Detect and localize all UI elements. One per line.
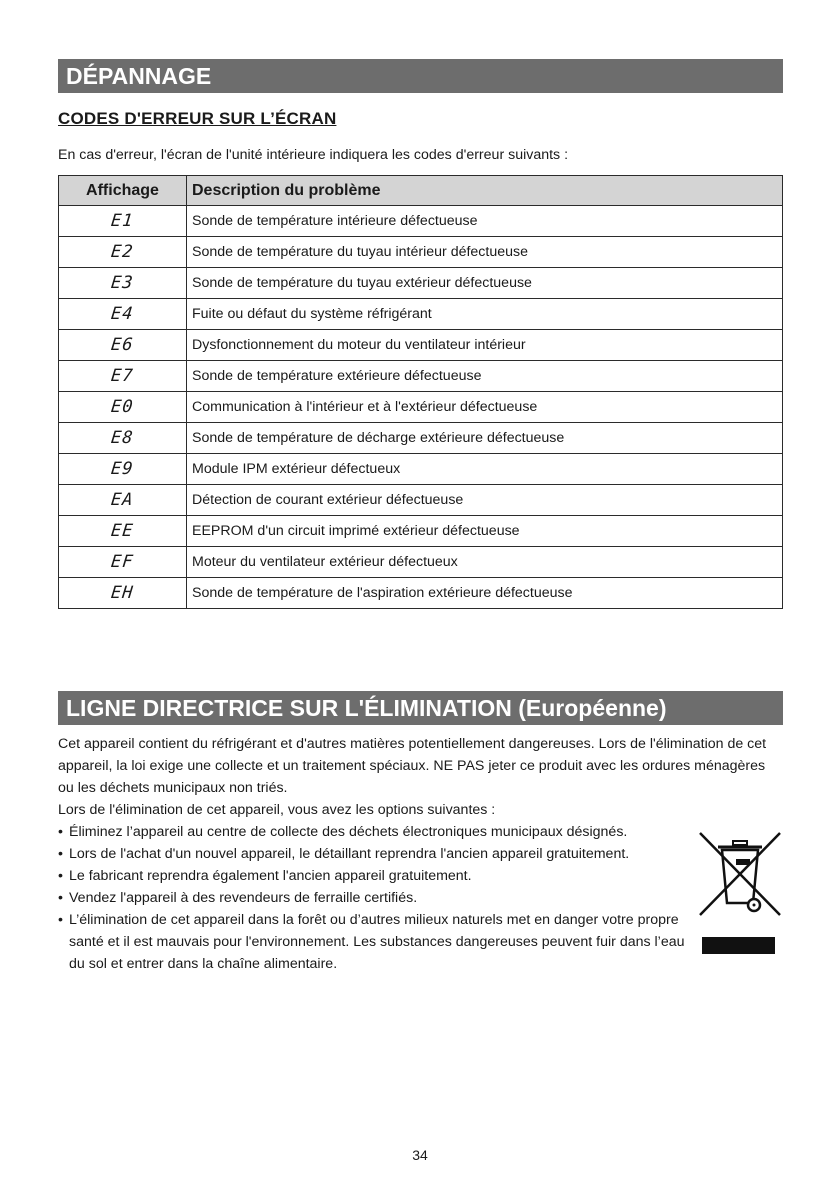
list-item: • Le fabricant reprendra également l'ancien appareil gratuitement. (58, 865, 699, 887)
error-description: Sonde de température du tuyau intérieur défectueuse (187, 237, 783, 268)
disposal-options-intro: Lors de l'élimination de cet appareil, vous avez les options suivantes : (58, 802, 496, 818)
error-code: EF (110, 552, 135, 572)
error-codes-intro: En cas d'erreur, l'écran de l'unité intérieure indiquera les codes d'erreur suivants : (58, 147, 569, 163)
table-row (59, 330, 783, 361)
table-row (59, 268, 783, 299)
table-row (59, 392, 783, 423)
error-code-cell (59, 516, 187, 547)
error-description: Communication à l'intérieur et à l'extérieur défectueuse (187, 392, 783, 423)
error-code: E8 (110, 428, 135, 448)
list-item: • Lors de l'achat d'un nouvel appareil, le détaillant reprendra l'ancien appareil gratuitement. (58, 843, 699, 865)
error-description: Sonde de température intérieure défectueuse (187, 206, 783, 237)
error-code: E1 (110, 211, 135, 231)
error-code-cell (59, 330, 187, 361)
disposal-section (58, 733, 768, 975)
error-code-cell (59, 206, 187, 237)
error-code: E7 (110, 366, 135, 386)
error-description: Détection de courant extérieur défectueuse (187, 485, 783, 516)
error-code: E4 (110, 304, 135, 324)
error-description: Sonde de température du tuyau extérieur défectueuse (187, 268, 783, 299)
error-codes-body (59, 206, 783, 609)
table-row (59, 578, 783, 609)
error-description: Module IPM extérieur défectueux (187, 454, 783, 485)
error-description: Dysfonctionnement du moteur du ventilateur intérieur (187, 330, 783, 361)
table-row (59, 361, 783, 392)
error-code: E6 (110, 335, 135, 355)
error-description: Fuite ou défaut du système réfrigérant (187, 299, 783, 330)
table-row (59, 299, 783, 330)
table-row (59, 206, 783, 237)
error-code-cell (59, 361, 187, 392)
error-description: Sonde de température extérieure défectueuse (187, 361, 783, 392)
error-code: EE (110, 521, 135, 541)
table-row (59, 454, 783, 485)
error-description: EEPROM d'un circuit imprimé extérieur défectueuse (187, 516, 783, 547)
error-code-cell (59, 268, 187, 299)
error-code: E3 (110, 273, 135, 293)
list-item: • Éliminez l’appareil au centre de collecte des déchets électroniques municipaux désignés. (58, 821, 699, 843)
list-item: • L’élimination de cet appareil dans la forêt ou d’autres milieux naturels met en danger votre propre santé et il est mauvais pour l'environnement. Les substances dangereuses peuvent fuir dans l’eau du sol et entrer dans la chaîne alimentaire. (58, 909, 699, 975)
table-row (59, 547, 783, 578)
weee-underbar (702, 937, 775, 954)
error-code-cell (59, 547, 187, 578)
error-codes-heading: CODES D'ERREUR SUR L’ÉCRAN (58, 109, 337, 128)
error-code: EA (110, 490, 135, 510)
page-number: 34 (412, 1147, 428, 1163)
error-code-cell (59, 485, 187, 516)
error-code: EH (110, 583, 135, 603)
table-row (59, 423, 783, 454)
error-description: Sonde de température de décharge extérieure défectueuse (187, 423, 783, 454)
error-description: Sonde de température de l'aspiration extérieure défectueuse (187, 578, 783, 609)
list-item: • Vendez l'appareil à des revendeurs de ferraille certifiés. (58, 887, 699, 909)
error-description: Moteur du ventilateur extérieur défectueux (187, 547, 783, 578)
error-code-cell (59, 578, 187, 609)
troubleshooting-banner: DÉPANNAGE (58, 59, 783, 93)
error-code-cell (59, 454, 187, 485)
table-row (59, 516, 783, 547)
crossed-out-wheeled-bin-icon (696, 829, 784, 919)
header-display: Affichage (59, 176, 187, 206)
table-header-row (59, 176, 783, 206)
error-code: E2 (110, 242, 135, 262)
error-code: E9 (110, 459, 135, 479)
error-code-cell (59, 299, 187, 330)
error-code: E0 (110, 397, 135, 417)
error-code-cell (59, 237, 187, 268)
table-row (59, 485, 783, 516)
error-code-cell (59, 423, 187, 454)
header-description: Description du problème (187, 176, 783, 206)
disposal-banner: LIGNE DIRECTRICE SUR L'ÉLIMINATION (Européenne) (58, 691, 783, 725)
table-row (59, 237, 783, 268)
error-codes-table (58, 175, 783, 609)
disposal-options-list (58, 821, 768, 975)
disposal-paragraph: Cet appareil contient du réfrigérant et d'autres matières potentiellement dangereuses. Lors de l'élimination de cet appareil, la loi exige une collecte et un traitement spéciaux. NE PAS jeter ce produit avec les ordures ménagères ou les déchets municipaux non triés. (58, 736, 767, 796)
error-code-cell (59, 392, 187, 423)
